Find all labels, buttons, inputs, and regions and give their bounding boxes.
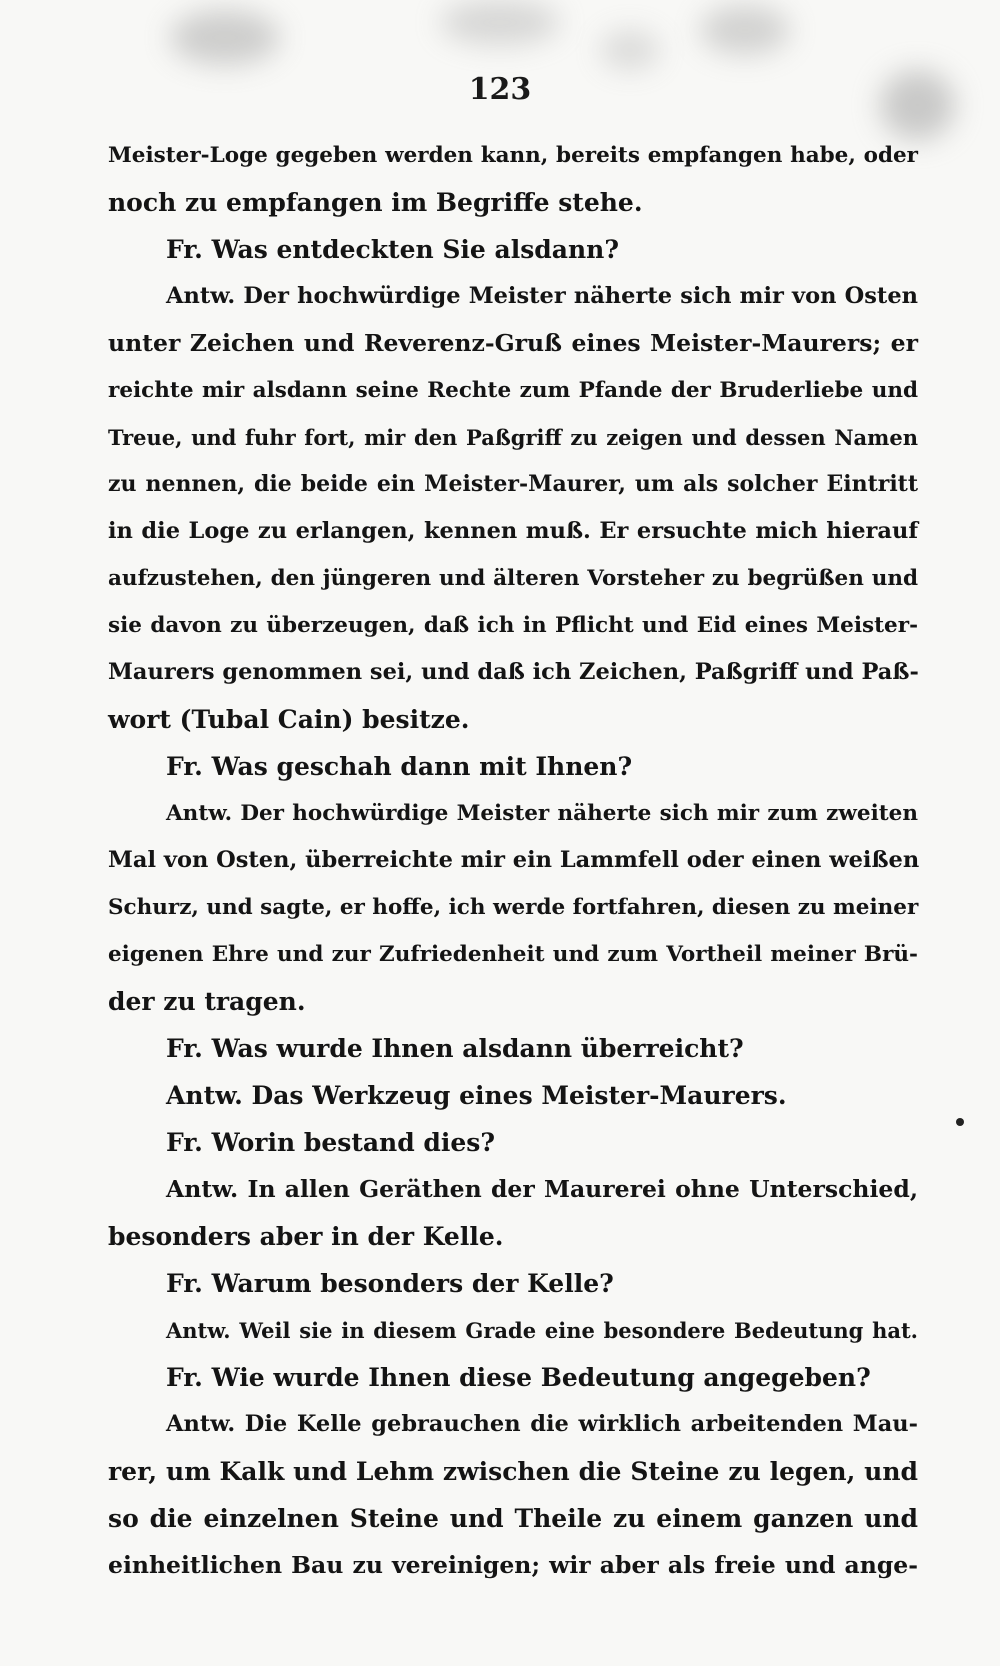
show-through-smudge	[600, 30, 660, 70]
text-line: zu nennen, die beide ein Meister-Maurer, um als solcher Eintritt	[108, 471, 918, 497]
text-line: noch zu empfangen im Begriffe stehe.	[108, 188, 643, 217]
body-text	[108, 132, 918, 1589]
text-line: Maurers genommen sei, und daß ich Zeichen, Paßgriff und Paß-	[108, 659, 919, 685]
text-line: rer, um Kalk und Lehm zwischen die Steine zu legen, und	[108, 1457, 918, 1486]
show-through-smudge	[440, 0, 560, 45]
text-line: einheitlichen Bau zu vereinigen; wir aber als freie und ange-	[108, 1551, 918, 1579]
text-line: unter Zeichen und Reverenz-Gruß eines Meister-Maurers; er	[108, 329, 918, 357]
text-line: Schurz, und sagte, er hoffe, ich werde fortfahren, diesen zu meiner	[108, 895, 919, 920]
text-line: Fr. Was geschah dann mit Ihnen?	[166, 752, 633, 781]
text-line: Meister-Loge gegeben werden kann, bereits empfangen habe, oder	[108, 143, 918, 168]
text-line: reichte mir alsdann seine Rechte zum Pfande der Bruderliebe und	[108, 378, 918, 403]
text-line: aufzustehen, den jüngeren und älteren Vorsteher zu begrüßen und	[108, 566, 918, 591]
text-line: Fr. Was entdeckten Sie alsdann?	[166, 235, 619, 264]
text-line: Antw. Der hochwürdige Meister näherte sich mir zum zweiten	[166, 801, 918, 826]
text-line: in die Loge zu erlangen, kennen muß. Er ersuchte mich hierauf	[108, 518, 918, 544]
text-line: Antw. Der hochwürdige Meister näherte sich mir von Osten	[166, 283, 918, 309]
text-line: Antw. Die Kelle gebrauchen die wirklich arbeitenden Mau-	[166, 1411, 918, 1437]
show-through-smudge	[700, 5, 790, 55]
text-line: Antw. In allen Geräthen der Maurerei ohne Unterschied,	[166, 1175, 918, 1203]
text-line: Fr. Was wurde Ihnen alsdann überreicht?	[166, 1034, 744, 1063]
text-line: eigenen Ehre und zur Zufriedenheit und zum Vortheil meiner Brü-	[108, 942, 918, 967]
text-line: sie davon zu überzeugen, daß ich in Pflicht und Eid eines Meister-	[108, 613, 918, 638]
text-line: Antw. Das Werkzeug eines Meister-Maurers.	[166, 1081, 787, 1110]
text-line: der zu tragen.	[108, 987, 306, 1016]
text-line: Antw. Weil sie in diesem Grade eine besondere Bedeutung hat.	[166, 1318, 918, 1343]
text-line: Treue, und fuhr fort, mir den Paßgriff zu zeigen und dessen Namen	[108, 425, 918, 450]
text-line: Fr. Worin bestand dies?	[166, 1128, 496, 1157]
ink-dot	[956, 1118, 964, 1126]
show-through-smudge	[170, 10, 280, 65]
text-line: wort (Tubal Cain) besitze.	[108, 705, 470, 734]
text-line: Fr. Wie wurde Ihnen diese Bedeutung angegeben?	[166, 1363, 871, 1392]
text-line: besonders aber in der Kelle.	[108, 1222, 504, 1251]
page-number: 123	[468, 72, 532, 107]
text-line: Fr. Warum besonders der Kelle?	[166, 1269, 614, 1298]
text-line: so die einzelnen Steine und Theile zu einem ganzen und	[108, 1504, 918, 1533]
text-line: Mal von Osten, überreichte mir ein Lammfell oder einen weißen	[108, 847, 920, 873]
